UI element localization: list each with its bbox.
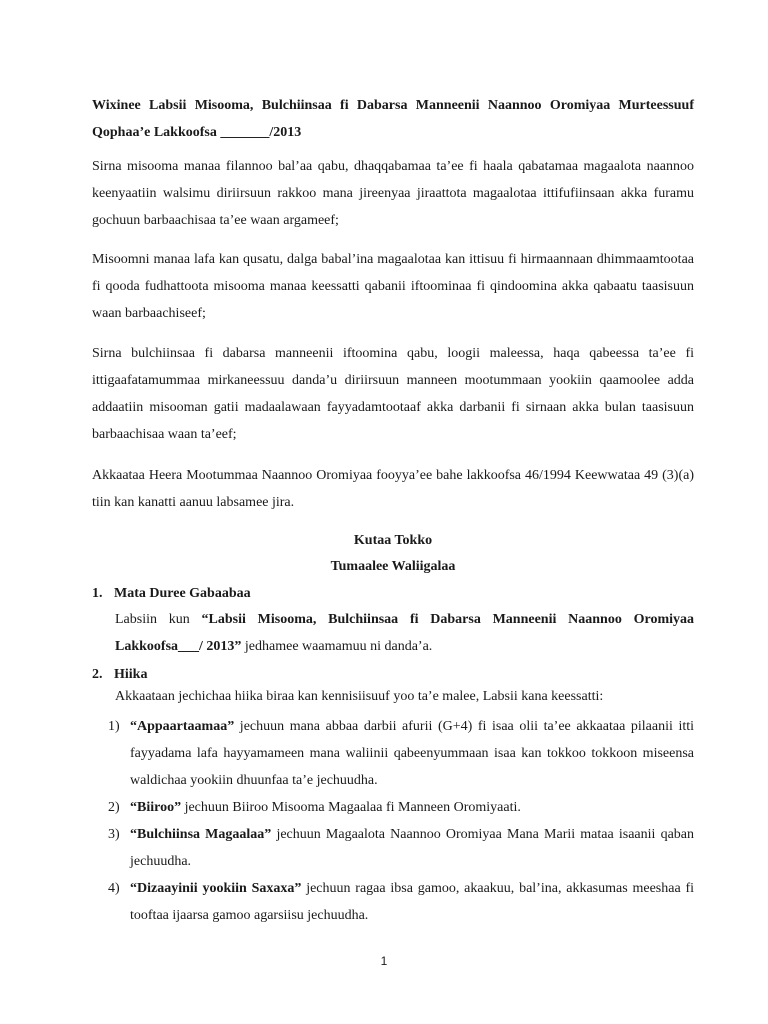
definition-item xyxy=(108,713,694,794)
preamble-paragraph-4: Akkaataa Heera Mootummaa Naannoo Oromiyaa fooyya’ee bahe lakkoofsa 46/1994 Keewwataa 49 (3)(a) tiin kan kanatti aanuu labsamee jira. xyxy=(92,468,694,510)
definition-item xyxy=(108,821,694,875)
definition-item xyxy=(108,875,694,929)
section-1-text: Labsiin kun xyxy=(115,612,202,627)
item-number: 1) xyxy=(108,719,120,734)
item-number: 2) xyxy=(108,800,120,815)
section-1-bold-text: “Labsii Misooma, Bulchiinsaa fi Dabarsa Manneenii Naannoo Oromiyaa Lakkoofsa___/ 2013” xyxy=(115,612,694,654)
definition-term: “Bulchiinsa Magaalaa” xyxy=(130,827,272,842)
section-title: Hiika xyxy=(114,667,148,682)
definition-text: jechuun ragaa ibsa gamoo, akaakuu, bal’ina, akkasumas meeshaa fi tooftaa ijaarsa gamoo agarsiisu jechuudha. xyxy=(130,881,694,923)
definition-item xyxy=(108,794,694,821)
preamble-paragraph-2: Misoomni manaa lafa kan qusatu, dalga babal’ina magaalotaa kan ittisuu fi hirmaannaan dhimmaamtootaa fi qooda fudhattoota misooma manaa keessatti qabanii iftoominaa fi qindoomina akka qabaatu taasisuun waan barbaachiseef; xyxy=(92,252,694,321)
definition-term: “Dizaayinii yookiin Saxaxa” xyxy=(130,881,302,896)
page-number: 1 xyxy=(380,954,388,968)
item-number: 4) xyxy=(108,881,120,896)
preamble-paragraph-1: Sirna misooma manaa filannoo bal’aa qabu, dhaqqabamaa ta’ee fi haala qabatamaa magaalota naannoo keenyaatiin walsimu diriirsuun rakkoo mana jireenyaa jiraattota magaalotaa ittifufiinsaan akka furamu gochuun barbaachisaa ta’ee waan argameef; xyxy=(92,159,694,228)
chapter-title: Tumaalee Waliigalaa xyxy=(330,559,456,574)
section-1-heading xyxy=(92,584,694,604)
chapter-heading: Kutaa Tokko xyxy=(353,533,433,548)
definition-term: “Biiroo” xyxy=(130,800,182,815)
section-title: Mata Duree Gabaabaa xyxy=(114,586,251,601)
document-title: Wixinee Labsii Misooma, Bulchiinsaa fi Dabarsa Manneenii Naannoo Oromiyaa Murteessuuf Qophaa’e Lakkoofsa _______/2013 xyxy=(92,98,694,140)
preamble-paragraph-3: Sirna bulchiinsaa fi dabarsa manneenii iftoomina qabu, loogii maleessa, haqa qabeessa ta’ee fi ittigaafatamummaa mirkaneessuu danda’u diriirsuun manneen mootummaan yookiin qaamoolee adda addaatiin misooman gatii madaalawaan fayyadamtootaaf akka darbanii fi sirnaan akka bulan taasisuun barbaachisaa waan ta’eef; xyxy=(92,346,694,442)
section-number: 1. xyxy=(92,586,103,601)
definition-text: jechuun mana abbaa darbii afurii (G+4) fi isaa olii ta’ee akkaataa pilaanii itti fayyadama lafa hayyamameen mana waliinii qabeenyummaan isaa kan tokkoo tokkoon miseensa waldichaa yookiin dhuunfaa ta’e jechuudha. xyxy=(130,719,694,788)
definition-text: jechuun Magaalota Naannoo Oromiyaa Mana Marii mataa isaanii qaban jechuudha. xyxy=(130,827,694,869)
section-1-body xyxy=(115,606,694,660)
section-number: 2. xyxy=(92,667,103,682)
section-2-heading xyxy=(92,665,694,685)
item-number: 3) xyxy=(108,827,120,842)
definition-term: “Appaartaamaa” xyxy=(130,719,235,734)
definition-text: jechuun Biiroo Misooma Magaalaa fi Manneen Oromiyaati. xyxy=(181,800,521,815)
section-1-text-end: jedhamee waamamuu ni danda’a. xyxy=(241,639,433,654)
section-2-intro: Akkaataan jechichaa hiika biraa kan kennisiisuuf yoo ta’e malee, Labsii kana keessatti: xyxy=(115,689,604,704)
